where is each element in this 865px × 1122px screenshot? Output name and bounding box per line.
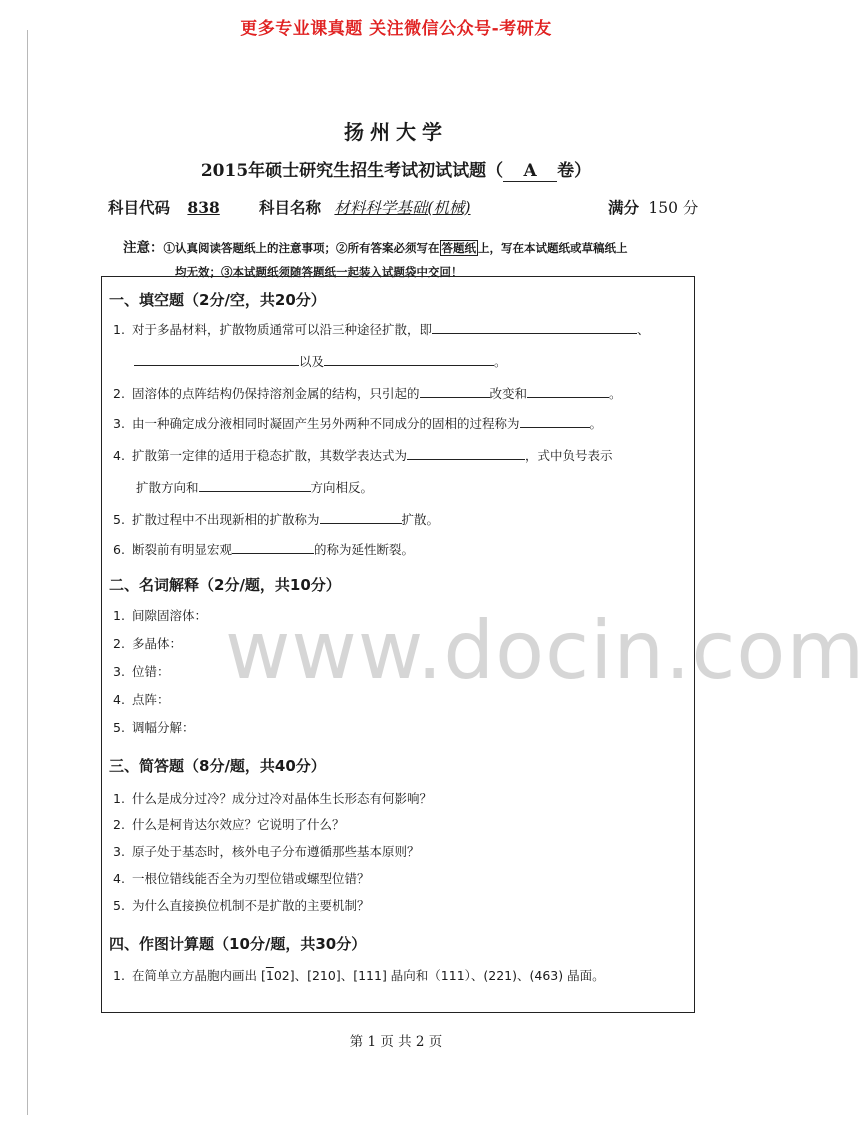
term-item-4: 4. 点阵： bbox=[113, 692, 170, 707]
scan-edge-line bbox=[27, 30, 28, 1115]
short-question-1: 1. 什么是成分过冷？成分过冷对晶体生长形态有何影响？ bbox=[113, 791, 433, 806]
short-question-3: 3. 原子处于基态时，核外电子分布遵循那些基本原则？ bbox=[113, 844, 420, 859]
fill-question-2: 2. 固溶体的点阵结构仍保持溶剂金属的结构，只引起的 改变和 。 bbox=[113, 386, 622, 401]
notice-label: 注意： bbox=[123, 240, 164, 256]
paper-letter: A bbox=[503, 161, 557, 182]
notice-boxed-text: 答题纸 bbox=[441, 241, 476, 255]
subject-code-value: 838 bbox=[187, 198, 220, 217]
term-item-2: 2. 多晶体： bbox=[113, 636, 183, 651]
fill-question-4-continued: 扩散方向和 方向相反。 bbox=[136, 480, 374, 495]
notice-text-line2: 均无效；③本试题纸须随答题纸一起装入试题袋中交回！ bbox=[175, 265, 463, 279]
section-short-answer-title: 三、简答题（8分/题，共40分） bbox=[109, 757, 326, 775]
answer-blank bbox=[432, 321, 637, 334]
promo-banner: 更多专业课真题 关注微信公众号-考研友 bbox=[240, 19, 552, 39]
term-item-3: 3. 位错： bbox=[113, 664, 170, 679]
exam-title-suffix: 卷） bbox=[557, 161, 592, 181]
university-title: 扬州大学 bbox=[344, 120, 448, 144]
subject-code bbox=[108, 196, 220, 218]
short-question-4: 4. 一根位错线能否全为刃型位错或螺型位错？ bbox=[113, 871, 370, 886]
answer-blank bbox=[232, 541, 314, 554]
section-terms-title: 二、名词解释（2分/题，共10分） bbox=[109, 576, 341, 594]
subject-code-label: 科目代码 bbox=[108, 198, 171, 217]
fill-question-3: 3. 由一种确定成分液相同时凝固产生另外两种不同成分的固相的过程称为 。 bbox=[113, 416, 603, 431]
subject-name bbox=[259, 196, 471, 218]
answer-blank bbox=[134, 353, 299, 366]
fill-question-5: 5. 扩散过程中不出现新相的扩散称为 扩散。 bbox=[113, 512, 440, 527]
section-fill-blank-title: 一、填空题（2分/空，共20分） bbox=[109, 291, 326, 309]
subject-name-label: 科目名称 bbox=[259, 198, 322, 217]
page-footer: 第 1 页 共 2 页 bbox=[349, 1034, 443, 1050]
fill-question-1: 1. 对于多晶材料，扩散物质通常可以沿三种途径扩散，即 、 bbox=[113, 322, 650, 337]
answer-blank bbox=[199, 479, 311, 492]
short-question-2: 2. 什么是柯肯达尔效应？它说明了什么？ bbox=[113, 817, 345, 832]
drawing-question-1: 1. 在简单立方晶胞内画出 [102]、[210]、[111] 晶向和（111）、(221)、(463) 晶面。 bbox=[113, 968, 605, 983]
fill-question-4: 4. 扩散第一定律的适用于稳态扩散，其数学表达式为 ，式中负号表示 bbox=[113, 448, 613, 463]
short-question-5: 5. 为什么直接换位机制不是扩散的主要机制？ bbox=[113, 898, 370, 913]
fill-question-6: 6. 断裂前有明显宏观 的称为延性断裂。 bbox=[113, 542, 415, 557]
answer-blank bbox=[324, 353, 494, 366]
answer-blank bbox=[320, 511, 402, 524]
term-item-5: 5. 调幅分解： bbox=[113, 720, 195, 735]
section-drawing-title: 四、作图计算题（10分/题，共30分） bbox=[109, 935, 367, 953]
exam-title-prefix: 2015年硕士研究生招生考试初试试题（ bbox=[200, 161, 504, 181]
full-score bbox=[608, 196, 698, 218]
fill-question-1-continued: 以及 。 bbox=[134, 352, 507, 370]
answer-blank bbox=[520, 415, 590, 428]
overbar-index: 1 bbox=[265, 968, 274, 983]
full-score-value: 150 分 bbox=[648, 199, 699, 217]
term-item-1: 1. 间隙固溶体： bbox=[113, 608, 208, 623]
answer-blank bbox=[407, 447, 525, 460]
notice-text-1: ①认真阅读答题纸上的注意事项；②所有答案必须写在 bbox=[163, 241, 440, 255]
exam-title bbox=[0, 156, 792, 182]
subject-name-value: 材料科学基础(机械) bbox=[334, 199, 471, 217]
answer-blank bbox=[420, 385, 490, 398]
notice-text-2: 上，写在本试题纸或草稿纸上 bbox=[478, 241, 628, 255]
answer-blank bbox=[527, 385, 609, 398]
full-score-label: 满分 bbox=[608, 198, 640, 217]
docin-watermark: www.docin.com bbox=[225, 604, 865, 697]
